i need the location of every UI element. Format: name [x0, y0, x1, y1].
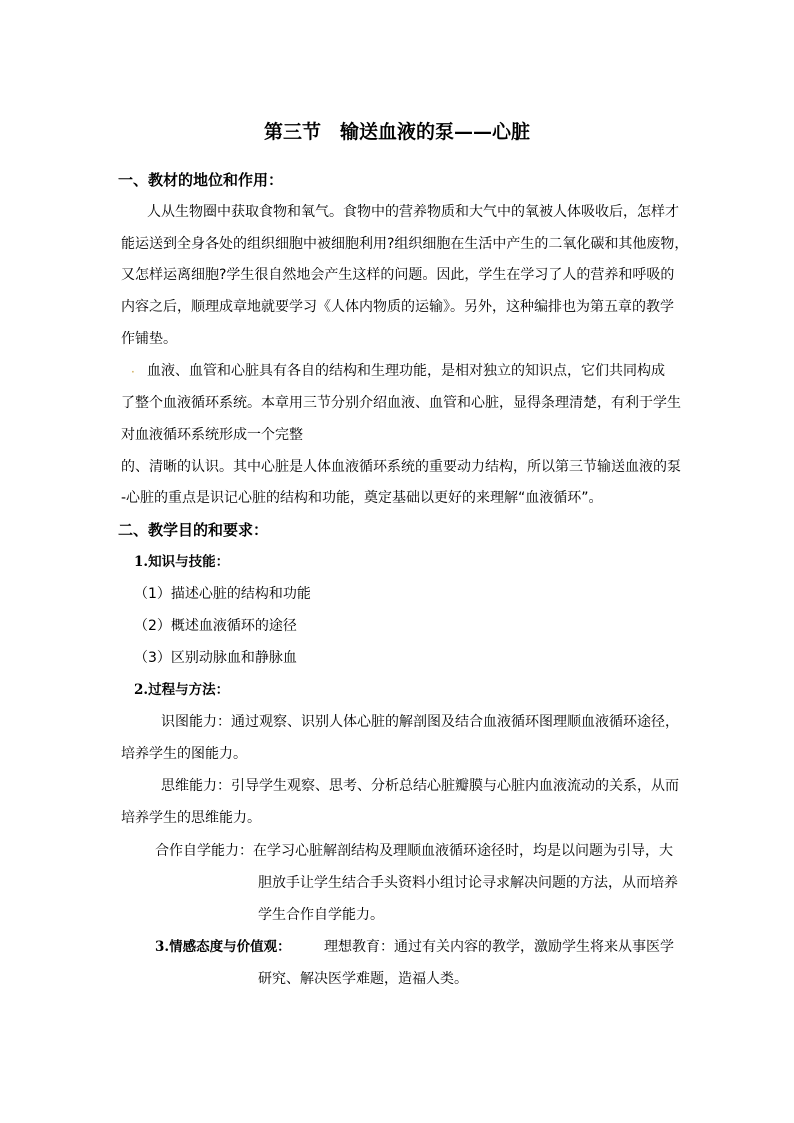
- paragraph-line: 了整个血液循环系统。本章用三节分别介绍血液、血管和心脏，显得条理清楚，有利于学生: [121, 395, 681, 411]
- subsection-heading: 2.过程与方法：: [134, 682, 230, 698]
- section-heading-2: 二、教学目的和要求：: [118, 521, 269, 539]
- paragraph-line: 学生合作自学能力。: [258, 907, 384, 923]
- paragraph-line: 研究、解决医学难题，造福人类。: [258, 971, 468, 987]
- paragraph-line: 内容之后，顺理成章地就要学习《人体内物质的运输》。另外，这种编排也为第五章的教学: [121, 299, 674, 315]
- paragraph-line: 胆放手让学生结合手头资料小组讨论寻求解决问题的方法，从而培养: [258, 875, 678, 891]
- list-item: （3）区别动脉血和静脉血: [134, 650, 297, 666]
- bullet-dot: ·: [131, 365, 135, 379]
- paragraph-line: -心脏的重点是识记心脏的结构和功能，奠定基础以更好的来理解“血液循环”。: [121, 490, 603, 506]
- ability-label: 合作自学能力：: [155, 843, 253, 859]
- paragraph-line: 思维能力：引导学生观察、思考、分析总结心脏瓣膜与心脏内血液流动的关系，从而: [161, 778, 679, 794]
- list-item: （1）描述心脏的结构和功能: [134, 586, 311, 602]
- paragraph-line: 人从生物圈中获取食物和氧气。食物中的营养物质和大气中的氧被人体吸收后，怎样才: [147, 204, 679, 220]
- paragraph-line: 识图能力：通过观察、识别人体心脏的解剖图及结合血液循环图理顺血液循环途径，: [161, 714, 679, 730]
- list-item: （2）概述血液循环的途径: [134, 618, 297, 634]
- paragraph-line: 的、清晰的认识。其中心脏是人体血液循环系统的重要动力结构，所以第三节输送血液的泵: [121, 459, 681, 475]
- paragraph-line: 血液、血管和心脏具有各自的结构和生理功能，是相对独立的知识点，它们共同构成: [147, 363, 665, 379]
- subsection-heading: 3.情感态度与价值观：: [155, 939, 291, 955]
- subsection-heading: 1.知识与技能：: [134, 554, 230, 570]
- section-heading-1: 一、教材的地位和作用：: [118, 171, 284, 189]
- paragraph-line: 培养学生的思维能力。: [121, 810, 261, 826]
- paragraph-line: 作铺垫。: [121, 331, 177, 347]
- paragraph-line: 在学习心脏解剖结构及理顺血液循环途径时，均是以问题为引导，大: [253, 843, 673, 859]
- paragraph-line: 培养学生的图能力。: [121, 746, 247, 762]
- paragraph-line: 能运送到全身各处的组织细胞中被细胞利用?组织细胞在生活中产生的二氧化碳和其他废物，: [121, 236, 689, 252]
- paragraph-line: 对血液循环系统形成一个完整: [121, 427, 303, 443]
- paragraph-line: 又怎样运离细胞?学生很自然地会产生这样的问题。因此，学生在学习了人的营养和呼吸的: [121, 267, 675, 283]
- paragraph-line: 理想教育：通过有关内容的教学，激励学生将来从事医学: [324, 939, 674, 955]
- page-title: 第三节 输送血液的泵——心脏: [263, 121, 530, 143]
